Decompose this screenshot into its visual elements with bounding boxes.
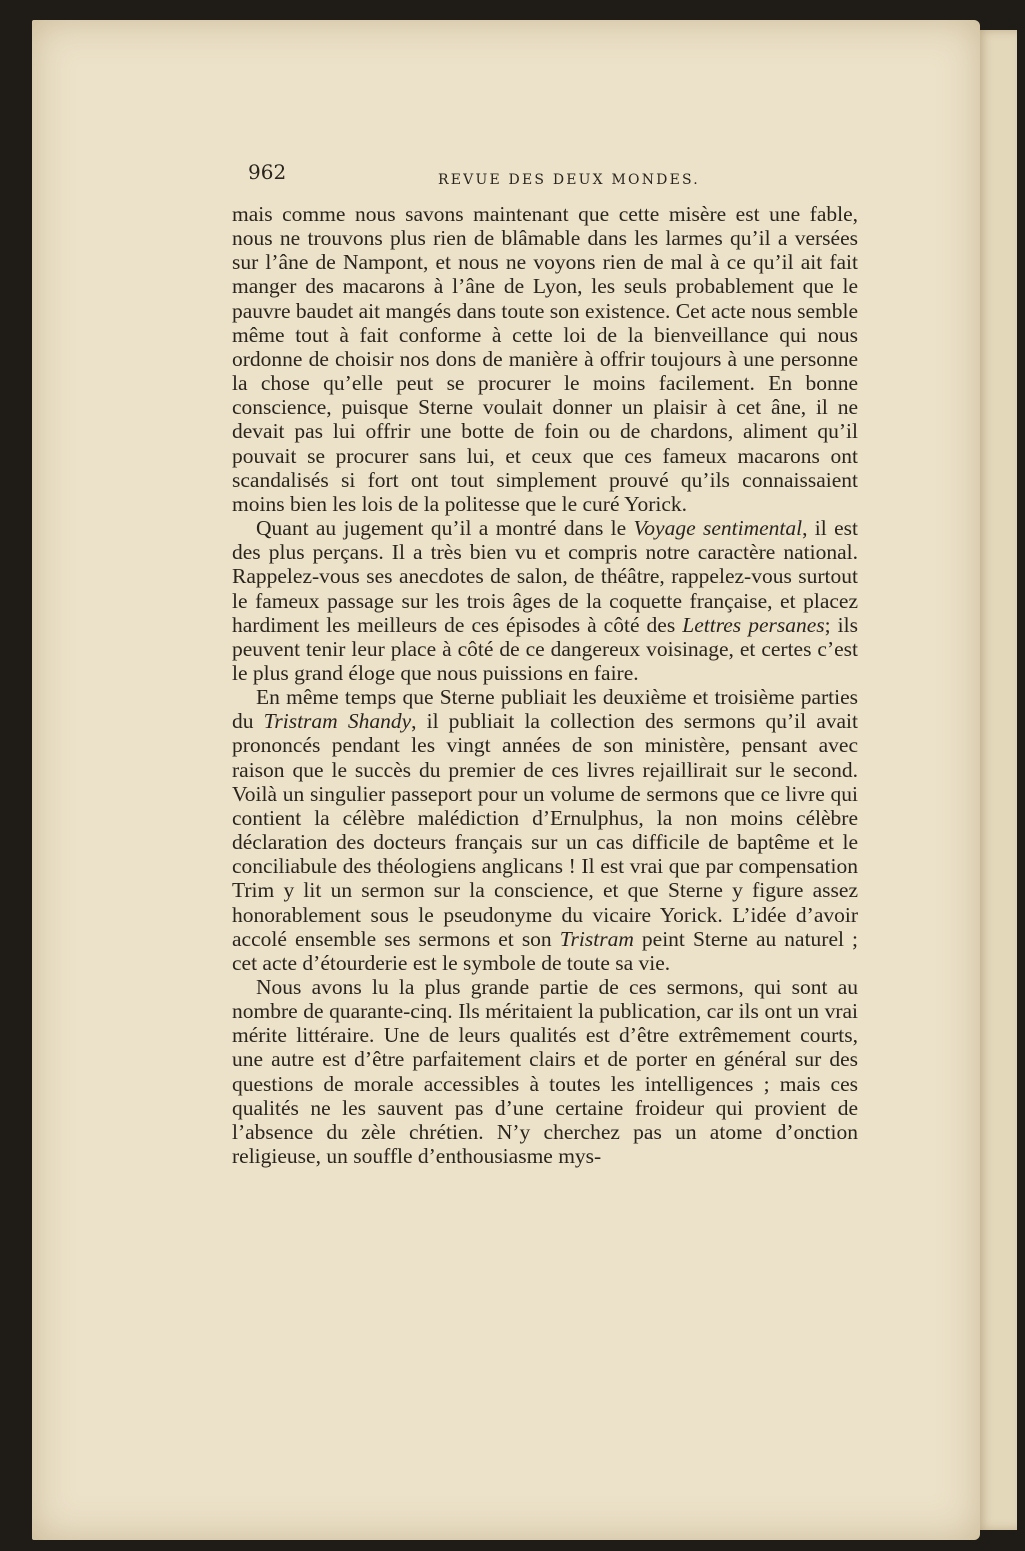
paragraph-3-text-a: En même temps que Sterne publiait les deuxième et troisième parties du [232, 685, 858, 734]
paragraph-1-text: mais comme nous savons maintenant que cette misère est une fable, nous ne trouvons plus rien de blâmable dans les larmes qu’il a versées sur l’âne de Nampont, et nous ne voyons rien de mal à ce qu’il ait fait manger des macarons à l’âne de Lyon, les seuls probablement que le pauvre baudet ait mangés dans toute son existence. Cet acte nous semble même tout à fait conforme à cette loi de la bienveillance qui nous ordonne de choisir nos dons de manière à offrir toujours à une personne la chose qu’elle peut se procurer le moins facilement. En bonne conscience, puisque Sterne voulait donner un plaisir à cet âne, il ne devait pas lui offrir une botte de foin ou de chardons, aliment qu’il pouvait se procurer sans lui, et ceux que ces fameux macarons ont scandalisés si fort ont tout simplement prouvé qu’ils connaissaient moins bien les lois de la politesse que le curé Yorick. [232, 202, 858, 516]
paragraph-1 [232, 202, 858, 516]
paragraph-2-text-c: ; ils peuvent tenir leur place à côté de ce dangereux voisinage, et certes c’est le plus grand éloge que nous puissions en faire. [232, 612, 858, 685]
title-tristram-shandy: Tristram Shandy [263, 709, 412, 734]
title-lettres-persanes: Lettres persanes [682, 612, 825, 637]
page-number: 962 [248, 160, 287, 184]
paragraph-3-text-b: , il publiait la collection des sermons qu’il avait prononcés pendant les vingt années de son ministère, pensant avec raison que le succès du premier de ces livres rejaillirait sur le second. Voilà un singulier passeport pour un volume de sermons que ce livre qui contient la célèbre malédiction d’Ernulphus, la non moins célèbre déclaration des docteurs français sur un cas difficile de baptême et le conciliabule des théologiens anglicans ! Il est vrai que par compensation Trim y lit un sermon sur la conscience, et que Sterne y figure assez honorablement sous le pseudonyme du vicaire Yorick. L’idée d’avoir accolé ensemble ses sermons et son [232, 709, 858, 951]
title-voyage-sentimental: Voyage sentimental [633, 516, 803, 541]
paragraph-4-text: Nous avons lu la plus grande partie de ces sermons, qui sont au nombre de quarante-cinq. Ils méritaient la publication, car ils ont un vrai mérite littéraire. Une de leurs qualités est d’être extrêmement courts, une autre est d’être parfaitement clairs et de porter en général sur des questions de morale accessibles à toutes les intelligences ; mais ces qualités ne les sauvent pas d’une certaine froideur qui provient de l’absence du zèle chrétien. N’y cherchez pas un atome d’onction religieuse, un souffle d’enthousiasme mys- [232, 975, 858, 1169]
paragraph-3-text-c: peint Sterne au naturel ; cet acte d’étourderie est le symbole de toute sa vie. [232, 926, 859, 975]
paragraph-2 [232, 516, 858, 685]
running-title: REVUE DES DEUX MONDES. [438, 172, 700, 188]
paragraph-3 [232, 685, 858, 975]
paragraph-2-text-b: , il est des plus perçans. Il a très bien vu et compris notre caractère national. Rappelez-vous ses anecdotes de salon, de théâtre, rappelez-vous surtout le fameux passage sur les trois âges de la coquette française, et placez hardiment les meilleurs de ces épisodes à côté des [232, 516, 858, 637]
page-header [248, 160, 868, 196]
paragraph-4 [232, 975, 858, 1168]
title-tristram: Tristram [559, 926, 634, 951]
paragraph-2-text-a: Quant au jugement qu’il a montré dans le [256, 516, 634, 541]
body-text [232, 202, 858, 1168]
next-page-edge [976, 30, 1017, 1530]
